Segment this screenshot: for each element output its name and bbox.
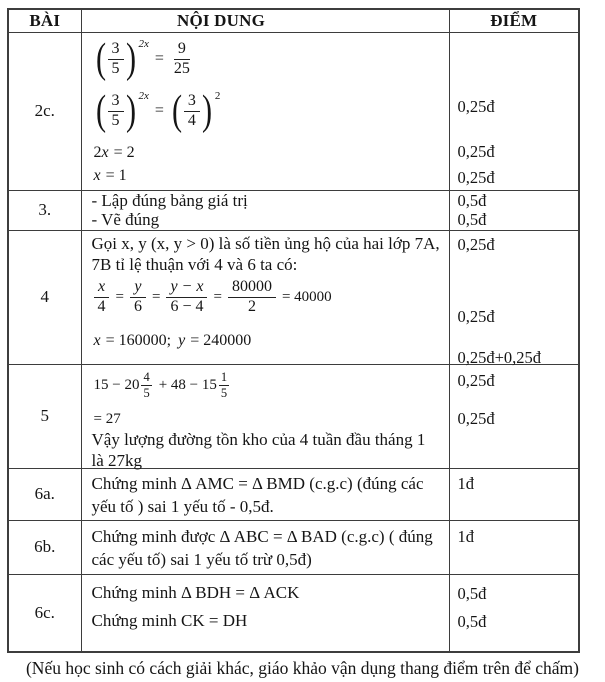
fraction-denominator: 4 bbox=[187, 111, 196, 129]
point-value: 0,5đ bbox=[457, 191, 487, 210]
fraction-numerator: 3 bbox=[108, 41, 124, 60]
criteria-line: - Lập đúng bảng giá trị bbox=[91, 191, 248, 210]
fraction bbox=[108, 93, 124, 130]
row-6a-content-cell bbox=[81, 468, 449, 520]
equals-value: = 1 bbox=[105, 167, 127, 184]
proof-text: Chứng minh Δ AMC = Δ BMD (c.g.c) (đúng các yếu tố ) sai 1 yếu tố - 0,5đ. bbox=[91, 474, 424, 516]
fraction bbox=[166, 279, 207, 316]
row-5-points-cell bbox=[449, 364, 579, 468]
header-diem-label: ĐIỂM bbox=[490, 10, 538, 30]
row-6c-points-cell bbox=[449, 574, 579, 652]
fraction bbox=[170, 41, 194, 78]
fraction-numerator: 3 bbox=[184, 93, 200, 112]
conclusion-text: Vậy lượng đường tồn kho của 4 tuần đầu tháng 1 là 27kg bbox=[91, 430, 426, 470]
fraction bbox=[108, 41, 124, 78]
row-6c-label: 6c. bbox=[34, 602, 55, 622]
formula-x-eq-1 bbox=[94, 167, 127, 185]
open-paren: ( bbox=[171, 88, 182, 134]
point-value: 1đ bbox=[457, 474, 474, 493]
point-value: 0,25đ bbox=[457, 97, 495, 116]
header-bai bbox=[8, 9, 81, 32]
row-6a-points-cell bbox=[449, 468, 579, 520]
row-6c bbox=[8, 574, 579, 652]
paren-group bbox=[170, 88, 221, 134]
row-4 bbox=[8, 230, 579, 364]
fraction bbox=[141, 371, 151, 399]
expression-part: 15 − 20 bbox=[93, 376, 140, 393]
equals-sign: = bbox=[151, 288, 161, 305]
point-value: 0,25đ bbox=[457, 235, 495, 254]
row-6b-bai-cell bbox=[8, 520, 81, 574]
row-6a bbox=[8, 468, 579, 520]
header-diem bbox=[449, 9, 579, 32]
exponent: 2 bbox=[214, 90, 221, 102]
row-6a-bai-cell bbox=[8, 468, 81, 520]
header-bai-label: BÀI bbox=[29, 10, 61, 30]
fraction-denominator: 5 bbox=[111, 111, 120, 129]
proof-line: Chứng minh Δ BDH = Δ ACK bbox=[91, 582, 300, 602]
fraction-denominator: 2 bbox=[247, 297, 256, 315]
answer-key-table bbox=[7, 8, 580, 653]
fraction-numerator: 3 bbox=[108, 93, 124, 112]
row-5 bbox=[8, 364, 579, 468]
fraction-numerator: y − x bbox=[166, 279, 207, 298]
fraction-numerator: x bbox=[94, 279, 109, 298]
point-value: 0,25đ bbox=[457, 168, 495, 187]
row-4-bai-cell bbox=[8, 230, 81, 364]
row-4-content-cell bbox=[81, 230, 449, 364]
point-value: 0,25đ bbox=[457, 307, 495, 326]
paren-group bbox=[94, 36, 149, 82]
fraction-denominator: 6 − 4 bbox=[170, 297, 204, 315]
fraction bbox=[184, 93, 200, 130]
fraction bbox=[228, 279, 276, 316]
fraction-denominator: 5 bbox=[143, 385, 150, 400]
variable-x: x bbox=[101, 144, 109, 161]
point-value: 0,5đ bbox=[457, 583, 487, 603]
fraction-numerator: 80000 bbox=[228, 279, 276, 298]
row-2c-label: 2c. bbox=[34, 101, 55, 120]
formula-3-5-pow2x-eq-3-4-pow2 bbox=[94, 88, 221, 134]
fraction-numerator: 4 bbox=[143, 370, 150, 384]
point-value: 0,25đ bbox=[457, 371, 495, 390]
arithmetic-expression bbox=[94, 371, 232, 399]
equals-sign: = bbox=[115, 288, 124, 305]
equals-value: = 2 bbox=[113, 144, 135, 161]
fraction-denominator: 5 bbox=[220, 385, 228, 400]
expression-part: + 48 − 15 bbox=[158, 376, 217, 393]
row-3-content-cell bbox=[81, 190, 449, 230]
point-value: 1đ bbox=[457, 527, 474, 546]
close-paren: ) bbox=[125, 36, 136, 82]
row-2c-content-cell bbox=[81, 32, 449, 190]
fraction-denominator: 4 bbox=[97, 297, 106, 315]
coefficient: 2 bbox=[93, 144, 102, 161]
equals-sign: = bbox=[213, 288, 222, 305]
row-4-points-cell bbox=[449, 230, 579, 367]
fraction-numerator: 1 bbox=[220, 370, 228, 384]
criteria-line: - Vẽ đúng bbox=[91, 210, 160, 229]
equals-value: = 240000 bbox=[190, 332, 252, 349]
fraction-denominator: 25 bbox=[173, 59, 190, 77]
fraction bbox=[130, 279, 146, 316]
row-6a-label: 6a. bbox=[34, 484, 55, 503]
row-6b-content-cell bbox=[81, 520, 449, 574]
row-5-label: 5 bbox=[40, 406, 49, 425]
fraction-numerator: 9 bbox=[174, 41, 190, 60]
row-6b bbox=[8, 520, 579, 574]
point-value: 0,25đ bbox=[457, 409, 495, 428]
solution-text: Gọi x, y (x, y > 0) là số tiền ủng hộ của hai lớp 7A, 7B tỉ lệ thuận với 4 và 6 ta có: bbox=[91, 234, 440, 274]
paren-group bbox=[94, 88, 149, 134]
row-5-content-cell bbox=[81, 364, 449, 468]
variable-y: y bbox=[178, 332, 186, 349]
proof-line: Chứng minh CK = DH bbox=[91, 610, 248, 630]
fraction-denominator: 6 bbox=[133, 297, 142, 315]
row-6c-bai-cell bbox=[8, 574, 81, 652]
header-row bbox=[8, 9, 579, 32]
exponent: 2x bbox=[138, 38, 149, 50]
row-4-label: 4 bbox=[40, 287, 49, 306]
row-2c bbox=[8, 32, 579, 190]
header-noidung-label: NỘI DUNG bbox=[176, 10, 266, 30]
result-line: = 27 bbox=[93, 411, 121, 427]
formula-3-5-pow2x-eq-9-25 bbox=[94, 36, 194, 82]
fraction-numerator: y bbox=[130, 279, 145, 298]
exponent: 2x bbox=[138, 90, 149, 102]
point-value: 0,5đ bbox=[457, 611, 487, 631]
formula-2x-eq-2 bbox=[94, 144, 135, 162]
point-value: 0,5đ bbox=[457, 210, 487, 229]
equals-sign: = bbox=[154, 50, 164, 67]
close-paren: ) bbox=[201, 88, 212, 134]
row-6b-points-cell bbox=[449, 520, 579, 574]
point-value: 0,25đ+0,25đ bbox=[457, 348, 542, 367]
row-6b-label: 6b. bbox=[34, 537, 56, 556]
row-2c-points-cell bbox=[449, 32, 579, 190]
fraction bbox=[219, 371, 229, 399]
formula-xy-results bbox=[94, 332, 252, 350]
open-paren: ( bbox=[95, 88, 106, 134]
row-5-bai-cell bbox=[8, 364, 81, 468]
close-paren: ) bbox=[125, 88, 136, 134]
grading-note: (Nếu học sinh có cách giải khác, giáo khảo vận dụng thang điểm trên để chấm) bbox=[25, 658, 579, 678]
open-paren: ( bbox=[95, 36, 106, 82]
row-2c-bai-cell bbox=[8, 32, 81, 190]
proof-text: Chứng minh được Δ ABC = Δ BAD (c.g.c) ( đúng các yếu tố) sai 1 yếu tố trừ 0,5đ) bbox=[91, 527, 433, 569]
fraction-denominator: 5 bbox=[111, 59, 120, 77]
header-noidung bbox=[81, 9, 449, 32]
variable-x: x bbox=[93, 332, 101, 349]
proportion-formula bbox=[94, 279, 338, 316]
row-3 bbox=[8, 190, 579, 230]
equals-value: = 160000; bbox=[105, 332, 172, 349]
row-3-points-cell bbox=[449, 190, 579, 230]
variable-x: x bbox=[93, 167, 101, 184]
equals-value: = 40000 bbox=[281, 288, 332, 305]
fraction bbox=[94, 279, 110, 316]
row-6c-content-cell bbox=[81, 574, 449, 652]
point-value: 0,25đ bbox=[457, 142, 495, 161]
row-3-bai-cell bbox=[8, 190, 81, 230]
equals-sign: = bbox=[154, 102, 164, 119]
row-3-label: 3. bbox=[38, 200, 52, 219]
